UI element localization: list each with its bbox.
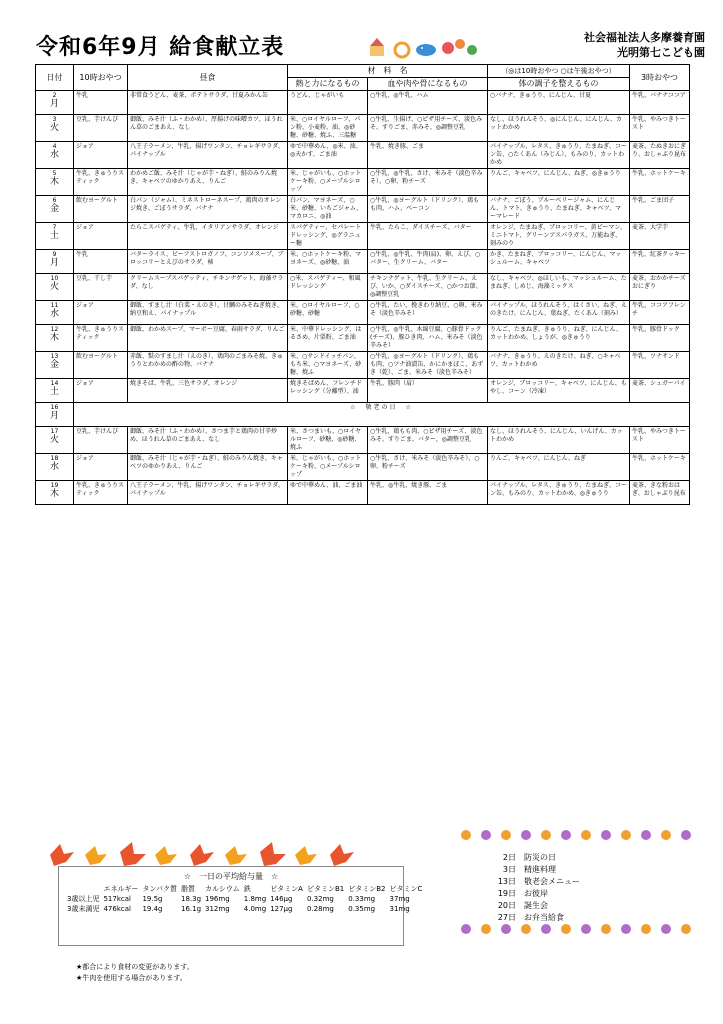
event-date: 3日 [502,865,516,874]
page-title: 令和6年9月 給食献立表 [36,35,285,60]
day-cell [36,142,74,169]
nutrition-cell: 312mg [205,905,230,913]
event-date: 2日 [502,853,516,862]
day-cell [36,301,74,325]
decoration-illustration [368,30,480,60]
pm-snack-cell: 牛乳、紅茶クッキー [630,250,690,274]
heat-cell: 焼きそばめん、フレンチドレッシング（分離型）、油 [288,379,368,403]
day-number: 16 [50,404,59,411]
body-cell: オレンジ、たまねぎ、ブロッコリー、黄ピーマン、ミニトマト、グリーンアスパラガス、万能ねぎ、刻みのり [488,223,630,250]
nutrition-cell: ビタミンC [389,885,423,893]
day-cell [36,454,74,481]
mushroom-decoration-bottom [458,922,698,936]
nutrition-cell: 146μg [270,895,293,903]
am-snack-cell: 飲むヨーグルト [74,352,128,379]
am-snack-cell: 牛乳、きゅうりスティック [74,169,128,196]
day-number: 11 [50,302,59,309]
lunch-cell: 八王子ラーメン、牛乳、揚げワンタン、チョレギサラダ、パイナップル [128,481,288,505]
event-item [480,876,580,888]
blood-cell: ○牛乳、◎牛乳、ハム [368,91,488,115]
day-cell [36,274,74,301]
day-cell [36,427,74,454]
nutrition-table [65,884,424,914]
nutrition-cell: 4.0mg [243,905,267,913]
lunch-cell: 白パン（ジャム）、ミネストローネスープ、鶏肉のオレンジ焼き、ごぼうサラダ、バナナ [128,196,288,223]
weekday: 水 [49,150,59,160]
day-number: 18 [50,455,59,462]
pm-snack-cell: 牛乳、ホットケーキ [630,169,690,196]
lunch-cell: 御飯、わかめスープ、マーボー豆腐、春雨サラダ、りんご [128,325,288,352]
day-number: 12 [50,326,59,333]
body-cell: かき、たまねぎ、ブロッコリー、にんじん、マッシュルーム、キャベツ [488,250,630,274]
body-cell: パイナップル、レタス、きゅうり、たまねぎ、コーン缶、○たくあん（みじん）、もみのり、カットわかめ [488,142,630,169]
event-title: お弁当給食 [524,913,564,922]
blood-cell: ○牛乳、◎牛乳、さけ、米みそ（淡色辛みそ）、○卵、粉チーズ [368,169,488,196]
lunch-cell: 八王子ラーメン、牛乳、揚げワンタン、チョレギサラダ、パイナップル [128,142,288,169]
heat-cell: ○米、スパゲティー、和風ドレッシング [288,274,368,301]
blood-cell: ○牛乳、生揚げ、○ピザ用チーズ、淡色みそ、すりごま、赤みそ、◎調整豆乳 [368,115,488,142]
blood-cell: 牛乳、焼き豚、ごま [368,142,488,169]
day-number: 9 [52,251,57,258]
lunch-cell: 赤飯、麩のすまし汁（えのき）、鶏肉のごまみそ焼、きゅうりとわかめの酢の物、バナナ [128,352,288,379]
day-number: 14 [50,380,59,387]
am-snack-cell: ジョア [74,223,128,250]
note-2: ★牛肉を使用する場合があります。 [76,974,187,982]
am-snack-cell: 豆乳、芋けんぴ [74,427,128,454]
blood-cell: ○牛乳、鶏もも肉、○ピザ用チーズ、淡色みそ、すりごま、バター、◎調整豆乳 [368,427,488,454]
am-snack-cell: ジョア [74,454,128,481]
body-cell: なし、ほうれんそう、◎にんじん、にんじん、カットわかめ [488,115,630,142]
body-cell: りんご、キャベツ、にんじん、ねぎ、◎きゅうり [488,169,630,196]
nutrition-cell: ビタミンB2 [348,885,386,893]
weekday: 月 [49,411,59,421]
am-snack-cell: ジョア [74,142,128,169]
nutrition-cell: 脂質 [180,885,195,893]
blood-cell: 牛乳、たらこ、ダイスチーズ、バター [368,223,488,250]
day-number: 13 [50,353,59,360]
body-cell: パイナップル、レタス、きゅうり、たまねぎ、コーン缶、もみのり、カットわかめ、◎きゅうり [488,481,630,505]
day-cell [36,196,74,223]
header-note: （◎は10時おやつ ○は午後おやつ） [488,65,630,78]
event-item [480,852,580,864]
day-number: 3 [52,116,57,123]
weekday: 木 [49,177,59,187]
heat-cell: スパゲティー、セパレートドレッシング、◎グラニュー糖 [288,223,368,250]
menu-row [36,142,690,169]
weekday: 水 [49,309,59,319]
lunch-cell: クリームスープスパゲッティ、チキンナゲット、海藻サラダ、なし [128,274,288,301]
lunch-cell: わかめご飯、みそ汁（じゃが芋・ねぎ）、鮭のみりん焼き、キャベツのゆかりあえ、りんご [128,169,288,196]
weekday: 水 [49,462,59,472]
body-cell: バナナ、きゅうり、えのきたけ、ねぎ、○キャベツ、カットわかめ [488,352,630,379]
am-snack-cell: 牛乳 [74,250,128,274]
pm-snack-cell: 牛乳、豚骨ドック [630,325,690,352]
weekday: 金 [49,360,59,370]
heat-cell: 米、○ホットケーキ粉、マヨネーズ、◎砂糖、油 [288,250,368,274]
menu-row [36,301,690,325]
blood-cell: 牛乳、豚肉（肩） [368,379,488,403]
header-am-snack: 10時おやつ [74,65,128,91]
am-snack-cell: 牛乳 [74,91,128,115]
blood-cell: ○牛乳、◎牛乳、牛肉(肩)、卵、えび、○バター、生クリーム、バター [368,250,488,274]
pm-snack-cell: 牛乳、ホットケーキ [630,454,690,481]
event-date: 20日 [497,901,516,910]
nutrition-box [58,866,423,946]
nutrition-header-row [65,884,424,894]
am-snack-cell: 牛乳、きゅうりスティック [74,325,128,352]
pm-snack-cell: 麦茶、たぬきおにぎり、おしゃぶり昆布 [630,142,690,169]
event-item [480,888,580,900]
body-cell: ○バナナ、きゅうり、にんじん、甘夏 [488,91,630,115]
body-cell: りんご、たまねぎ、きゅうり、ねぎ、にんじん、カットわかめ、しょうが、◎きゅうり [488,325,630,352]
heat-cell: 米、○ロイヤルローフ、パン粉、小麦粉、油、◎砂糖、砂糖、焼ふ、三温糖 [288,115,368,142]
event-title: お彼岸 [524,889,548,898]
menu-row [36,403,690,427]
pm-snack-cell: 牛乳、やみつきトースト [630,115,690,142]
heat-cell: 米、中華ドレッシング、はるさめ、片栗粉、ごま油 [288,325,368,352]
mushroom-decoration [458,828,698,842]
day-number: 2 [52,92,57,99]
menu-row [36,115,690,142]
body-cell: なし、ほうれんそう、にんじん、いんげん、カットわかめ [488,427,630,454]
menu-row [36,169,690,196]
body-cell: パイナップル、ほうれんそう、はくさい、ねぎ、えのきたけ、にんじん、葉ねぎ、たくあん（刻み） [488,301,630,325]
day-number: 5 [52,170,57,177]
day-cell [36,169,74,196]
nutrition-cell: エネルギー [103,885,139,893]
pm-snack-cell: 牛乳、バナナココア [630,91,690,115]
nutrition-cell: 16.1g [180,905,202,913]
day-cell [36,91,74,115]
header-heat: 熱と力になるもの [288,78,368,91]
weekday: 月 [49,258,59,268]
menu-row [36,196,690,223]
body-cell: バナナ、ごぼう、ブルーベリージャム、にんじん、トマト、きゅうり、たまねぎ、キャベツ、マーマレード [488,196,630,223]
event-date: 19日 [497,889,516,898]
menu-row [36,454,690,481]
lunch-cell: 焼きそば、牛乳、三色サラダ、オレンジ [128,379,288,403]
nutrition-cell: 鉄 [243,885,251,893]
heat-cell: ゆで中華めん、油、ごま油 [288,481,368,505]
pm-snack-cell: 牛乳、ツナサンド [630,352,690,379]
menu-row [36,379,690,403]
heat-cell: 白パン、マヨネーズ、○米、砂糖、いちごジャム、マカロニ、◎油 [288,196,368,223]
weekday: 月 [49,99,59,109]
lunch-cell: 御飯、みそ汁（じゃが芋・ねぎ）、鮭のみりん焼き、キャベツのゆかりあえ、りんご [128,454,288,481]
heat-cell: 米、じゃがいも、○ホットケーキ粉、○メープルシロップ [288,169,368,196]
am-snack-cell: ジョア [74,379,128,403]
lunch-cell: 非常食うどん、麦茶、ポテトサラダ、甘夏みかん缶 [128,91,288,115]
weekday: 土 [49,231,59,241]
day-cell [36,115,74,142]
note-1: ★都合により食材の変更があります。 [76,963,194,971]
menu-row [36,427,690,454]
pm-snack-cell: 麦茶、大学芋 [630,223,690,250]
org-name: 社会福祉法人多摩養育園 [584,31,705,44]
header-materials: 材 料 名 [288,65,488,78]
weekday: 木 [49,333,59,343]
day-cell [36,325,74,352]
event-title: 敬老会メニュー [524,877,580,886]
pm-snack-cell: 牛乳、やみつきトースト [630,427,690,454]
weekday: 金 [49,204,59,214]
nutrition-row [65,894,424,904]
day-cell [36,223,74,250]
heat-cell: ゆで中華めん、◎米、油、◎天かす、ごま油 [288,142,368,169]
menu-row [36,250,690,274]
nutrition-cell: 18.3g [180,895,202,903]
blood-cell: ○牛乳、◎ヨーグルト（ドリンク）、鶏もも肉、ハム、ベーコン [368,196,488,223]
heat-cell: うどん、じゃがいも [288,91,368,115]
header-body: 体の調子を整えるもの [488,78,630,91]
event-title: 誕生会 [524,901,548,910]
weekday: 火 [49,282,59,292]
weekday: 火 [49,123,59,133]
lunch-cell: 御飯、すまし汁（白菜・えのき）、甘鯛のみそねぎ焼き、納豆和え、パイナップル [128,301,288,325]
event-title: 防災の日 [524,853,556,862]
nutrition-cell: 127μg [270,905,293,913]
blood-cell: ○牛乳、◎牛乳、木綿豆腐、○豚骨ドック(チーズ)、豚ひき肉、ハム、米みそ（淡色辛みそ） [368,325,488,352]
nutrition-cell: 31mg [389,905,410,913]
event-item [480,900,580,912]
nutrition-cell: 3歳未満児 [67,905,100,913]
day-number: 7 [52,224,57,231]
body-cell: なし、キャベツ、◎ほしいも、マッシュルーム、たまねぎ、しめじ、海藻ミックス [488,274,630,301]
holiday-label: ☆ 敬老の日 ☆ [74,403,690,427]
body-cell: オレンジ、ブロッコリー、キャベツ、にんじん、もやし、コーン（冷凍） [488,379,630,403]
day-cell [36,352,74,379]
nutrition-cell: 37mg [389,895,410,903]
heat-cell: 米、じゃがいも、○ホットケーキ粉、○メープルシロップ [288,454,368,481]
nutrition-cell: 0.28mg [306,905,334,913]
blood-cell: ○牛乳、さけ、米みそ（淡色辛みそ）、○卵、粉チーズ [368,454,488,481]
day-number: 10 [50,275,59,282]
blood-cell: チキンナゲット、牛乳、生クリーム、えび、いか、○ダイスチーズ、○かつお節、◎調整豆乳 [368,274,488,301]
day-number: 19 [50,482,59,489]
event-title: 精進料理 [524,865,556,874]
nutrition-cell: ビタミンB1 [306,885,345,893]
day-cell [36,379,74,403]
organization [584,30,705,60]
blood-cell: 牛乳、◎牛乳、焼き豚、ごま [368,481,488,505]
menu-row [36,91,690,115]
lunch-cell: たらこスパゲティ、牛乳、イタリアンサラダ、オレンジ [128,223,288,250]
menu-table [35,64,690,505]
am-snack-cell: 飲むヨーグルト [74,196,128,223]
nutrition-title: ☆ 一日の平均給与量 ☆ [183,872,279,881]
day-number: 17 [50,428,59,435]
day-number: 4 [52,143,57,150]
am-snack-cell: 豆乳、芋けんぴ [74,115,128,142]
menu-row [36,325,690,352]
nutrition-cell: 476kcal [103,905,131,913]
nutrition-cell: 0.32mg [306,895,334,903]
day-cell [36,481,74,505]
day-cell [36,403,74,427]
am-snack-cell: 豆乳、干し芋 [74,274,128,301]
header-date: 日付 [36,65,74,91]
nutrition-row [65,904,424,914]
nutrition-cell: 3歳以上児 [67,895,100,903]
am-snack-cell: 牛乳、きゅうりスティック [74,481,128,505]
nutrition-cell: 0.35mg [348,905,376,913]
weekday: 火 [49,435,59,445]
event-date: 27日 [497,913,516,922]
pm-snack-cell: 牛乳、ごま団子 [630,196,690,223]
lunch-cell: 御飯、みそ汁（ふ・わかめ）、さつま芋と鶏肉の甘辛炒め、ほうれん草のごまあえ、なし [128,427,288,454]
blood-cell: ○牛乳、◎ヨーグルト（ドリンク）、鶏もも肉、○ツナ油漬缶、かにかまぼこ、あずき（乾）、ごま、米みそ（淡色辛みそ） [368,352,488,379]
pm-snack-cell: 麦茶、シュガーパイ [630,379,690,403]
event-date: 13日 [497,877,516,886]
body-cell: りんご、キャベツ、にんじん、ねぎ [488,454,630,481]
weekday: 土 [49,387,59,397]
menu-row [36,352,690,379]
lunch-cell: 御飯、みそ汁（ふ・わかめ）、厚揚げの味噌カツ、ほうれん草のごまあえ、なし [128,115,288,142]
nutrition-cell: ビタミンA [270,885,303,893]
nutrition-cell: 19.5g [142,895,163,903]
menu-row [36,274,690,301]
pm-snack-cell: 麦茶、おかかチーズおにぎり [630,274,690,301]
nutrition-cell: 517kcal [103,895,131,903]
blood-cell: ○牛乳、たい、挽きわり納豆、○卵、米みそ（淡色辛みそ） [368,301,488,325]
notes [76,962,194,984]
nutrition-cell: 1.8mg [243,895,267,903]
menu-row [36,223,690,250]
am-snack-cell: ジョア [74,301,128,325]
heat-cell: 米、○ロイヤルローフ、○砂糖、砂糖 [288,301,368,325]
pm-snack-cell: 麦茶、きな粉おはぎ、おしゃぶり昆布 [630,481,690,505]
nutrition-cell: 196mg [205,895,230,903]
nutrition-cell: カルシウム [205,885,240,893]
heat-cell: 米、○サンドイッチパン、もち米、○マヨネーズ、砂糖、焼ふ [288,352,368,379]
header-lunch: 昼食 [128,65,288,91]
event-list [480,852,580,924]
menu-row [36,481,690,505]
weekday: 木 [49,489,59,499]
header-pm-snack: 3時おやつ [630,65,690,91]
lunch-cell: バターライス、ビーフストロガノフ、コンソメスープ、ブロッコリーとえびのサラダ、柿 [128,250,288,274]
nutrition-cell: 19.4g [142,905,163,913]
event-item [480,864,580,876]
header-blood: 血や肉や骨になるもの [368,78,488,91]
nutrition-cell: 0.33mg [348,895,376,903]
day-cell [36,250,74,274]
school-name: 光明第七こども園 [617,46,705,59]
heat-cell: 米、さつまいも、○ロイヤルローフ、砂糖、◎砂糖、焼ふ [288,427,368,454]
pm-snack-cell: 牛乳、ココアフレンチ [630,301,690,325]
day-number: 6 [52,197,57,204]
nutrition-cell: タンパク質 [142,885,177,893]
nutrition-cell [65,884,101,894]
